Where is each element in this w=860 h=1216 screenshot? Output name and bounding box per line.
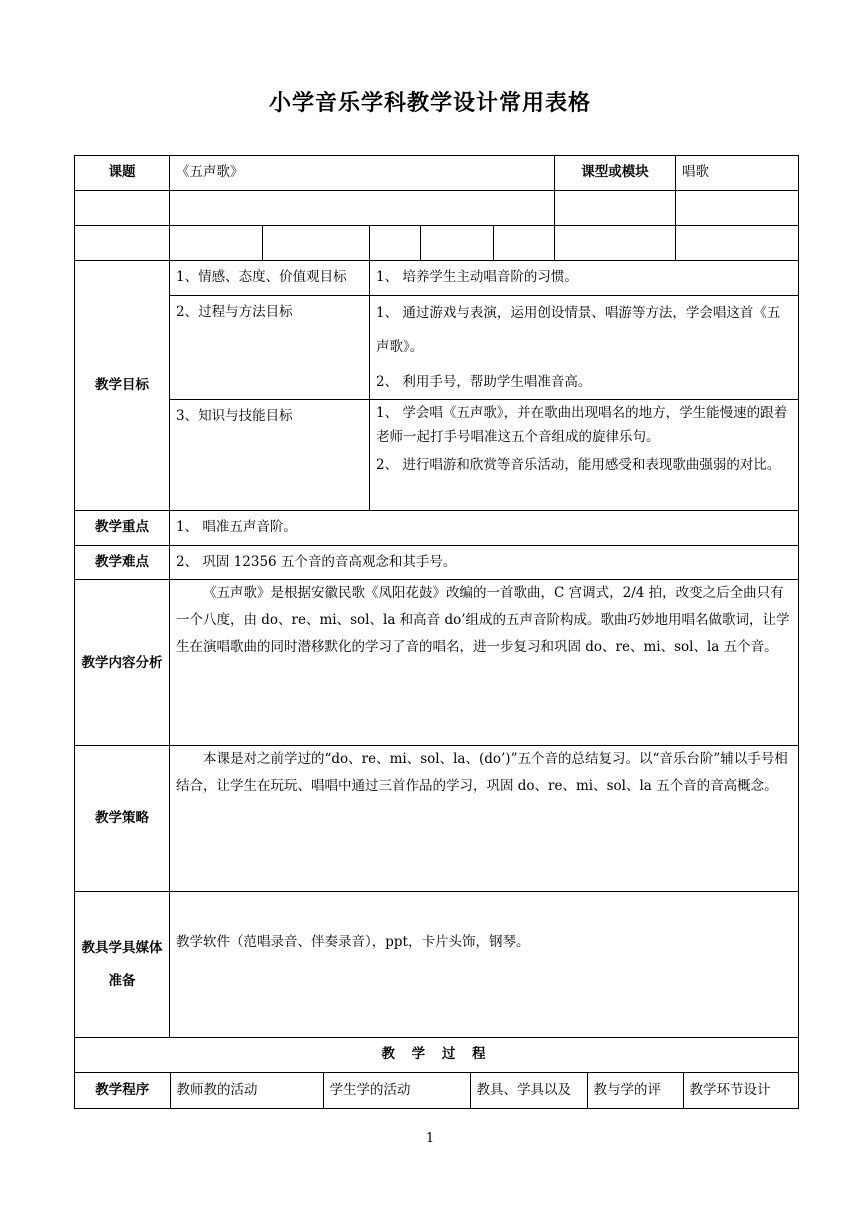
process-col-tools: 教具、学具以及 — [470, 1073, 587, 1108]
blank-cell — [75, 191, 170, 226]
objective-text — [370, 400, 799, 511]
row-content — [75, 580, 799, 746]
row-objective-2 — [75, 296, 799, 400]
strategy-text: 本课是对之前学过的“do、re、mi、sol、la、(do’)”五个音的总结复习。以“音乐台阶”辅以手号相结合，让学生在玩玩、唱唱中通过三首作品的学习，巩固 do、re、mi、sol、la 五个音的音高概念。 — [170, 746, 799, 892]
process-col-student: 学生学的活动 — [323, 1073, 470, 1108]
objective-name: 2、过程与方法目标 — [170, 296, 370, 400]
blank-cell — [676, 226, 799, 261]
type-value: 唱歌 — [676, 156, 799, 191]
row-media — [75, 892, 799, 1038]
topic-value: 《五声歌》 — [170, 156, 555, 191]
row-key — [75, 511, 799, 546]
difficulty-text: 2、 巩固 12356 五个音的音高观念和其手号。 — [170, 546, 799, 580]
objective-name: 1、情感、态度、价值观目标 — [170, 261, 370, 296]
objectives-label: 教学目标 — [75, 261, 170, 511]
objective-name: 3、知识与技能目标 — [170, 400, 370, 511]
blank-cell — [75, 226, 170, 261]
row-process-header — [75, 1073, 799, 1109]
page-title: 小学音乐学科教学设计常用表格 — [268, 90, 591, 116]
objective-line: 1、 学会唱《五声歌》，并在歌曲出现唱名的地方，学生能慢速的跟着老师一起打手号唱准这五个音组成的旋律乐句。 — [376, 405, 788, 445]
process-title: 教 学 过 程 — [75, 1038, 799, 1073]
lesson-plan-table — [74, 155, 799, 1109]
objective-text — [370, 296, 799, 400]
row-objective-1 — [75, 261, 799, 296]
blank-cell — [370, 226, 421, 261]
strategy-label: 教学策略 — [75, 746, 170, 892]
objective-text: 1、 培养学生主动唱音阶的习惯。 — [370, 261, 799, 296]
blank-cell — [170, 226, 263, 261]
content-text: 《五声歌》是根据安徽民歌《凤阳花鼓》改编的一首歌曲，C 宫调式，2/4 拍，改变之后全曲只有一个八度，由 do、re、mi、sol、la 和高音 do’组成的五声音阶构成。歌曲巧妙地用唱名做歌词，让学生在演唱歌曲的同时潜移默化的学习了音的唱名，进一步复习和巩固 do、re、mi、sol、la 五个音。 — [170, 580, 799, 746]
process-col-design: 教学环节设计 — [683, 1073, 799, 1108]
topic-label: 课题 — [75, 156, 170, 191]
media-label: 教具学具媒体准备 — [75, 892, 170, 1038]
blank-cell — [494, 226, 555, 261]
blank-cell — [555, 191, 676, 226]
blank-cell — [421, 226, 494, 261]
objective-line: 2、 利用手号，帮助学生唱准音高。 — [376, 373, 592, 390]
process-col-teacher: 教师教的活动 — [170, 1073, 323, 1108]
blank-cell — [555, 226, 676, 261]
blank-cell — [676, 191, 799, 226]
process-col-program: 教学程序 — [75, 1073, 170, 1108]
page-number: 1 — [425, 1131, 435, 1146]
content-label: 教学内容分析 — [75, 580, 170, 746]
row-blank-1 — [75, 191, 799, 226]
row-process-title — [75, 1038, 799, 1073]
row-strategy — [75, 746, 799, 892]
blank-cell — [170, 191, 555, 226]
media-text: 教学软件（范唱录音、伴奏录音），ppt，卡片头饰，钢琴。 — [170, 892, 799, 1038]
type-label: 课型或模块 — [555, 156, 676, 191]
row-objective-3 — [75, 400, 799, 511]
row-blank-2 — [75, 226, 799, 261]
key-label: 教学重点 — [75, 511, 170, 546]
row-difficulty — [75, 546, 799, 580]
objective-line: 1、 通过游戏与表演，运用创设情景、唱游等方法，学会唱这首《五声歌》。 — [376, 305, 781, 356]
blank-cell — [263, 226, 370, 261]
difficulty-label: 教学难点 — [75, 546, 170, 580]
key-text: 1、 唱准五声音阶。 — [170, 511, 799, 546]
objective-line: 2、 进行唱游和欣赏等音乐活动，能用感受和表现歌曲强弱的对比。 — [376, 456, 781, 473]
process-col-evaluation: 教与学的评 — [587, 1073, 683, 1108]
row-topic — [75, 156, 799, 191]
